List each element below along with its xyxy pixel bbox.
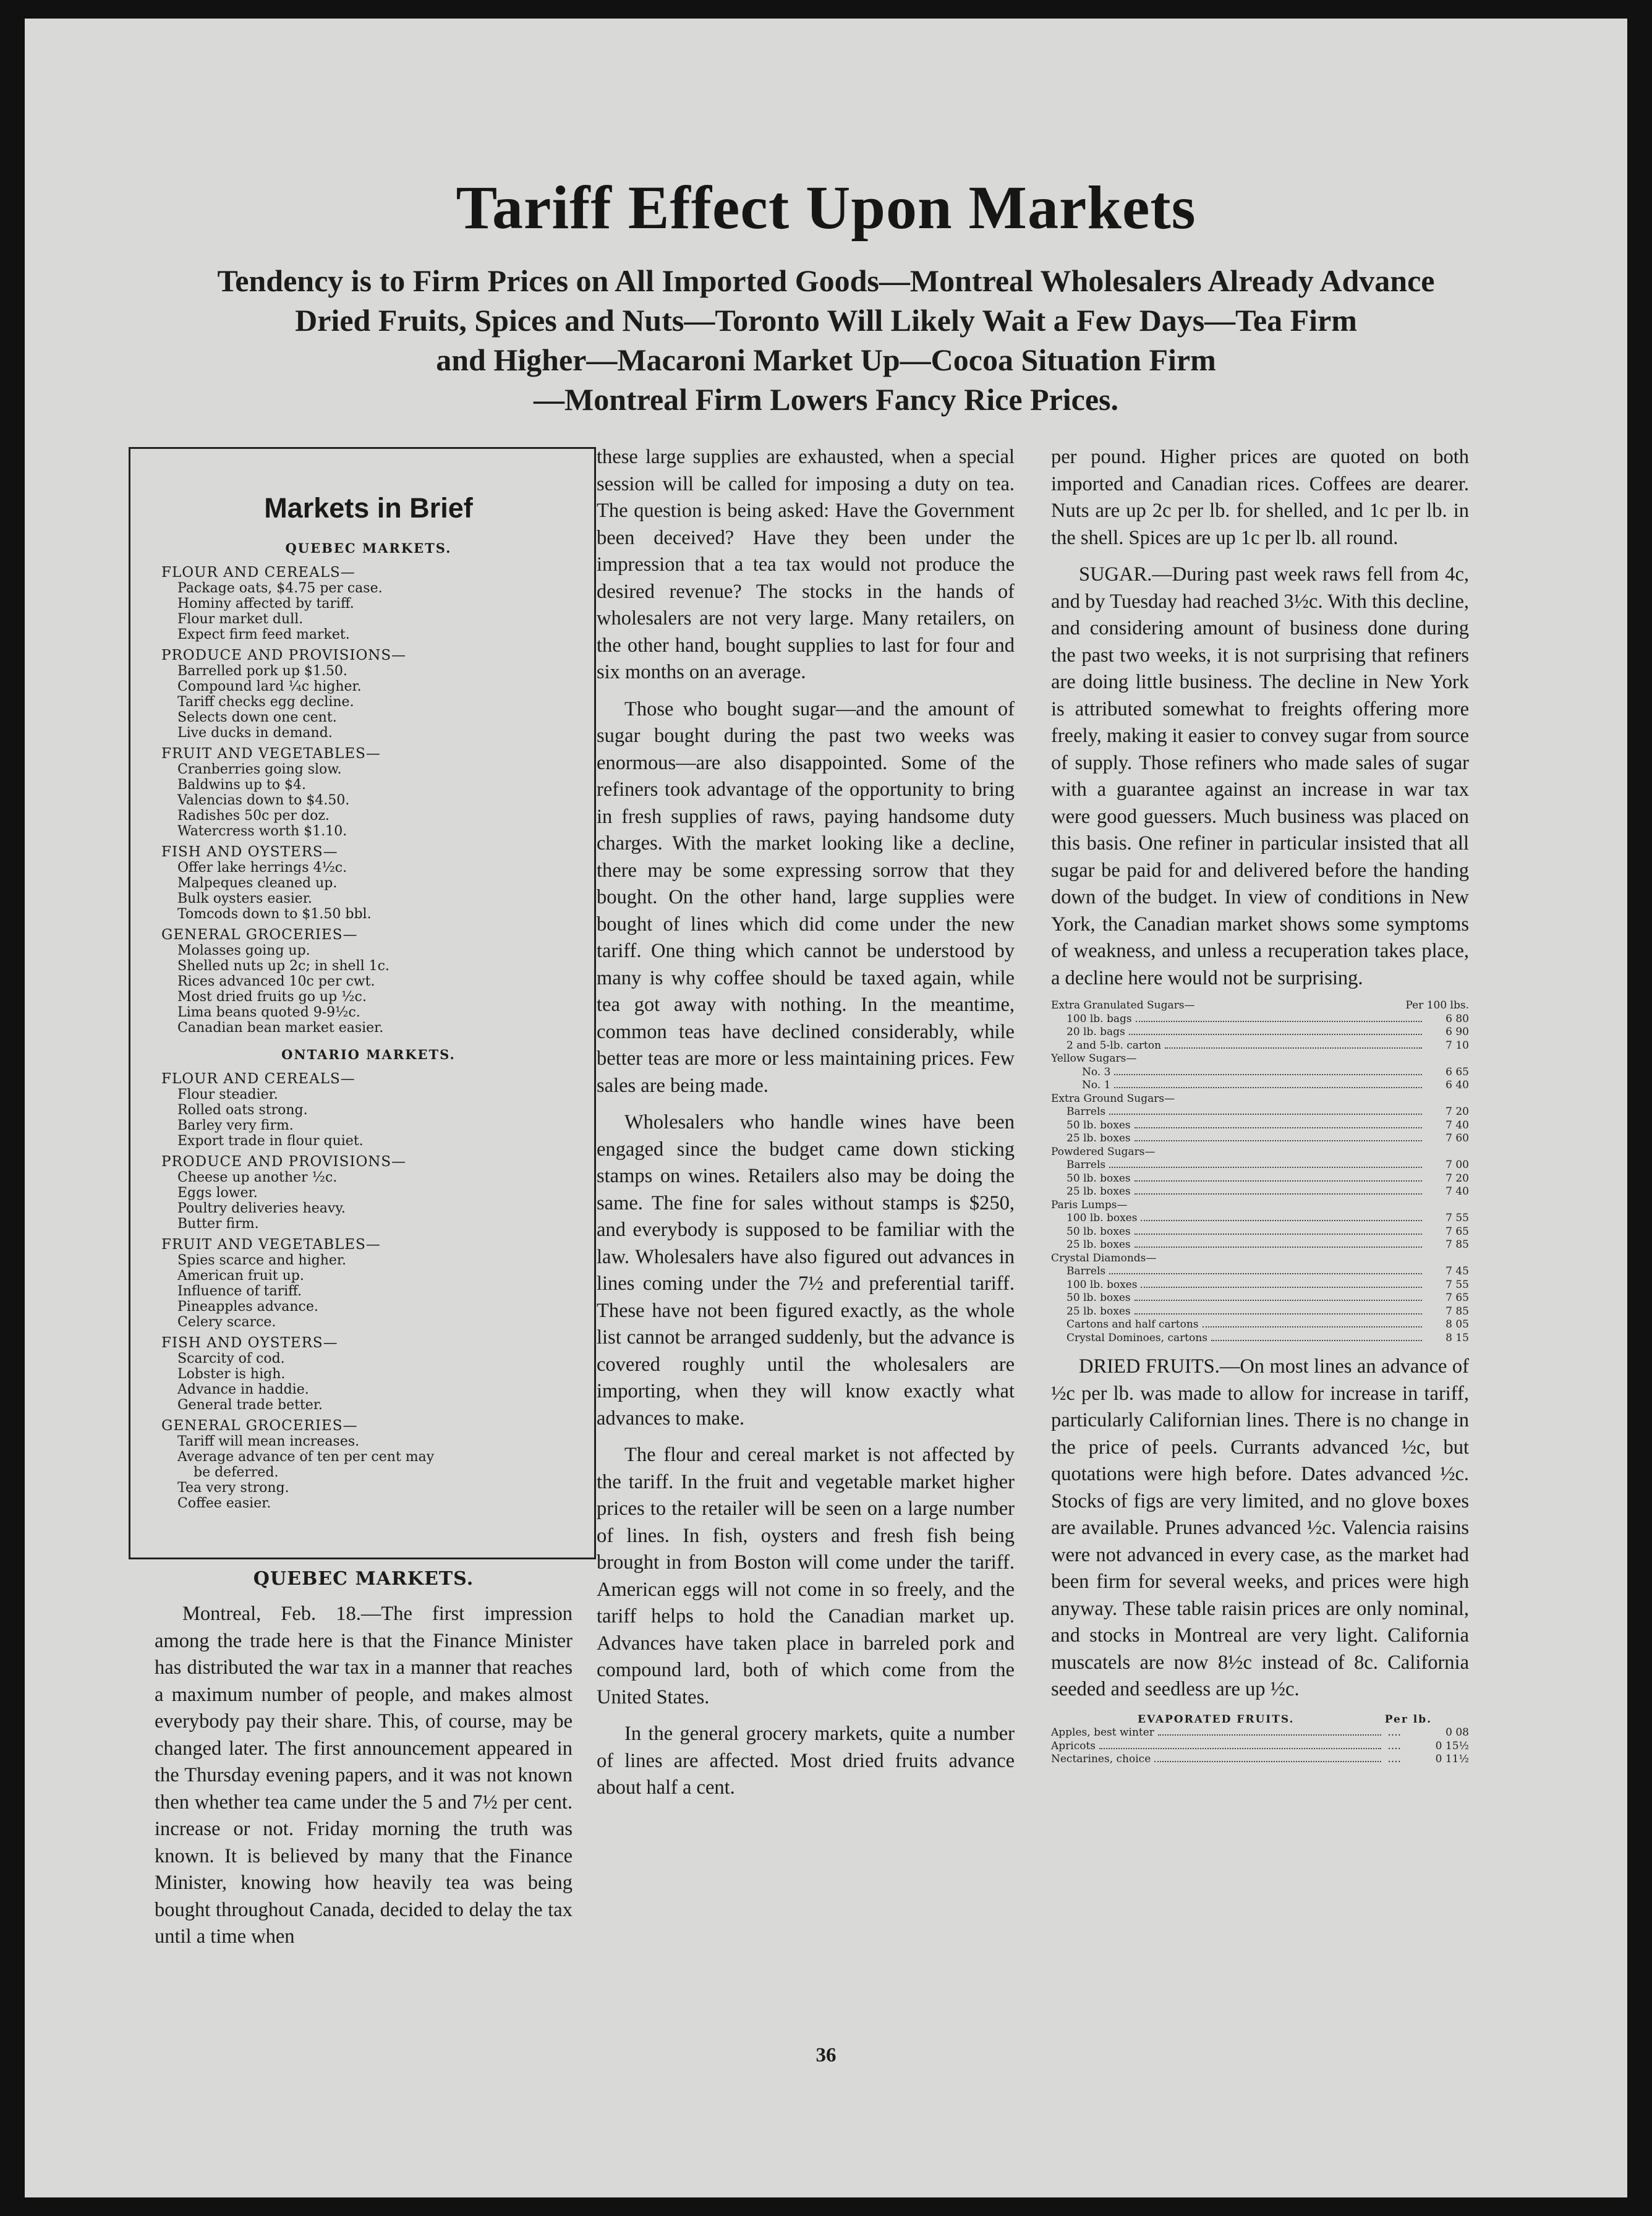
brief-item: Cranberries going slow. bbox=[177, 762, 342, 777]
article-title: Tariff Effect Upon Markets bbox=[456, 173, 1196, 242]
brief-item: Lobster is high. bbox=[177, 1366, 286, 1382]
brief-item: Coffee easier. bbox=[177, 1496, 271, 1511]
brief-item: Flour steadier. bbox=[177, 1087, 278, 1102]
table-row bbox=[1051, 1225, 1469, 1239]
evaporated-fruits-unit: Per lb. bbox=[1384, 1713, 1432, 1726]
dot-leader bbox=[1099, 1748, 1381, 1749]
row-label: No. 3 bbox=[1082, 1065, 1111, 1078]
row-label: 100 lb. bags bbox=[1067, 1012, 1132, 1025]
brief-item: Bulk oysters easier. bbox=[177, 891, 312, 906]
brief-items bbox=[161, 581, 576, 642]
dot-leader bbox=[1109, 1273, 1422, 1274]
row-label: 100 lb. boxes bbox=[1067, 1278, 1138, 1291]
brief-section-title: PRODUCE AND PROVISIONS— bbox=[161, 1154, 407, 1170]
paragraph: The flour and cereal market is not affected by the tariff. In the fruit and vegetable market higher prices to the retailer will be seen on a large number of lines. In fish, oysters and fresh fish being brought in from Boston will come under the tariff. American eggs will not come in so freely, and the tariff helps to hold the Canadian market up. Advances have taken place in barreled pork and compound lard, both of which come from the United States. bbox=[597, 1444, 1015, 1708]
row-value: 7 40 bbox=[1446, 1119, 1469, 1131]
brief-item: Compound lard ¼c higher. bbox=[177, 679, 362, 694]
table-row bbox=[1051, 1252, 1469, 1266]
brief-section bbox=[161, 565, 576, 642]
brief-item: Tariff will mean increases. bbox=[177, 1434, 360, 1449]
row-value: 0 08 bbox=[1446, 1726, 1469, 1739]
brief-item: Spies scarce and higher. bbox=[177, 1253, 347, 1268]
brief-item: Hominy affected by tariff. bbox=[177, 596, 354, 612]
column-2 bbox=[597, 444, 1015, 1802]
column-1-text bbox=[155, 1601, 573, 1951]
row-label: 25 lb. boxes bbox=[1067, 1132, 1131, 1144]
paragraph: per pound. Higher prices are quoted on both imported and Canadian rices. Coffees are dearer. Nuts are up 2c per lb. for shelled, and 1c per lb. in the shell. Spices are up 1c per lb. all round. bbox=[1051, 446, 1469, 549]
dried-fruits-paragraph: DRIED FRUITS.—On most lines an advance of ½c per lb. was made to allow for increase in tariff, particularly Californian lines. There is no change in the price of peels. Currants advanced ½c, but quotations were high before. Dates advanced ½c. Stocks of figs are very limited, and no glove boxes are available. Prunes advanced ½c. Valencia raisins were not advanced in every case, as the market had been firm for several weeks, and prices were high anyway. These table raisin prices are only nominal, and stocks in Montreal are very light. California muscatels are now 8½c instead of 8c. California seeded and seedless are up ½c. bbox=[1051, 1355, 1469, 1700]
sugar-table-title: Extra Granulated Sugars— bbox=[1051, 999, 1195, 1012]
brief-section bbox=[161, 746, 576, 839]
table-row bbox=[1051, 1146, 1469, 1159]
sugar-paragraph: SUGAR.—During past week raws fell from 4c, and by Tuesday had reached 3½c. With this decline, and considering amount of business done during the past two weeks, it is not surprising that refiners are doing little business. The decline in New York is attributed somewhat to freights offering more freely, making it easier to convey sugar from source of supply. Those refiners who made sales of sugar with a guarantee against an increase in war tax were good guessers. Much business was placed on this basis. One refiner in particular insisted that all sugar be paid for and delivered before the handing down of the budget. In view of conditions in New York, the Canadian market shows some symptoms of weakness, and unless a recuperation takes place, a decline here would not be surprising. bbox=[1051, 563, 1469, 989]
sugar-price-table bbox=[1051, 999, 1469, 1345]
row-value: 7 10 bbox=[1446, 1039, 1469, 1052]
brief-item: Lima beans quoted 9-9½c. bbox=[177, 1005, 360, 1020]
dot-leader bbox=[1114, 1074, 1422, 1075]
row-value: 0 15½ bbox=[1435, 1739, 1469, 1752]
row-value: 7 85 bbox=[1446, 1305, 1469, 1318]
brief-item: Barrelled pork up $1.50. bbox=[177, 663, 347, 679]
brief-section-title: PRODUCE AND PROVISIONS— bbox=[161, 647, 407, 663]
dot-leader bbox=[1109, 1114, 1422, 1115]
brief-item: Rices advanced 10c per cwt. bbox=[177, 974, 375, 989]
row-label: 50 lb. boxes bbox=[1067, 1225, 1131, 1238]
evaporated-fruits-header bbox=[1051, 1713, 1469, 1727]
brief-item: Tea very strong. bbox=[177, 1480, 289, 1496]
table-row bbox=[1051, 1106, 1469, 1119]
table-row bbox=[1051, 1292, 1469, 1305]
brief-item: Baldwins up to $4. bbox=[177, 777, 307, 793]
dot-leader bbox=[1135, 1246, 1422, 1248]
table-row bbox=[1051, 1753, 1469, 1766]
brief-section-title: FRUIT AND VEGETABLES— bbox=[161, 1237, 381, 1253]
brief-item: be deferred. bbox=[194, 1465, 279, 1480]
row-value: 7 20 bbox=[1446, 1106, 1469, 1118]
evaporated-fruits-table bbox=[1051, 1713, 1469, 1766]
table-row bbox=[1051, 1039, 1469, 1053]
brief-section bbox=[161, 1335, 576, 1413]
dot-leader bbox=[1135, 1234, 1422, 1235]
row-value: 8 15 bbox=[1446, 1331, 1469, 1344]
brief-section bbox=[161, 1418, 576, 1511]
brief-item: Live ducks in demand. bbox=[177, 725, 333, 741]
quebec-markets-heading: QUEBEC MARKETS. bbox=[253, 1568, 474, 1590]
row-label: Apples, best winter bbox=[1051, 1726, 1154, 1739]
table-row bbox=[1051, 1318, 1469, 1332]
brief-item: Poultry deliveries heavy. bbox=[177, 1201, 346, 1216]
brief-section-title: FISH AND OYSTERS— bbox=[161, 844, 338, 860]
page-number: 36 bbox=[815, 2044, 837, 2066]
brief-item: Barley very firm. bbox=[177, 1118, 294, 1133]
brief-section-title: FLOUR AND CEREALS— bbox=[161, 565, 356, 581]
brief-item: Flour market dull. bbox=[177, 612, 304, 627]
row-label: Cartons and half cartons bbox=[1067, 1318, 1199, 1331]
row-label: 100 lb. boxes bbox=[1067, 1212, 1138, 1224]
paragraph: In the general grocery markets, quite a number of lines are affected. Most dried fruits advance about half a cent. bbox=[597, 1723, 1015, 1799]
row-label: 50 lb. boxes bbox=[1067, 1172, 1131, 1185]
brief-item: Watercress worth $1.10. bbox=[177, 824, 347, 839]
subtitle-line: and Higher—Macaroni Market Up—Cocoa Situation Firm bbox=[436, 343, 1216, 377]
dot-leader bbox=[1136, 1021, 1422, 1022]
brief-section bbox=[161, 927, 576, 1036]
table-row bbox=[1051, 1332, 1469, 1345]
brief-item: Expect firm feed market. bbox=[177, 627, 350, 642]
dot-leader bbox=[1165, 1047, 1422, 1049]
dot-leader bbox=[1203, 1326, 1422, 1327]
row-label: Barrels bbox=[1067, 1106, 1106, 1118]
magazine-page bbox=[25, 19, 1627, 2197]
row-label: Crystal Dominoes, cartons bbox=[1067, 1331, 1207, 1344]
row-value: 7 65 bbox=[1446, 1292, 1469, 1304]
brief-item: Average advance of ten per cent may bbox=[177, 1449, 435, 1465]
row-dash: .... bbox=[1387, 1726, 1401, 1739]
brief-items bbox=[161, 860, 576, 922]
dot-leader bbox=[1141, 1287, 1422, 1288]
brief-section bbox=[161, 1071, 576, 1149]
table-row bbox=[1051, 1185, 1469, 1199]
table-row bbox=[1051, 1159, 1469, 1172]
evaporated-fruits-title: EVAPORATED FRUITS. bbox=[1138, 1713, 1295, 1726]
brief-items bbox=[161, 762, 576, 839]
column-3-text-bottom bbox=[1051, 1353, 1469, 1703]
dot-leader bbox=[1135, 1140, 1422, 1141]
dot-leader bbox=[1135, 1127, 1422, 1128]
table-row bbox=[1051, 1172, 1469, 1186]
brief-item: Offer lake herrings 4½c. bbox=[177, 860, 347, 876]
table-row bbox=[1051, 1052, 1469, 1066]
subtitle-line: Dried Fruits, Spices and Nuts—Toronto Will Likely Wait a Few Days—Tea Firm bbox=[295, 303, 1357, 338]
brief-title: Markets in Brief bbox=[264, 492, 473, 524]
brief-item: Tariff checks egg decline. bbox=[177, 694, 354, 710]
row-value: 6 40 bbox=[1446, 1079, 1469, 1091]
row-label: Yellow Sugars— bbox=[1051, 1052, 1137, 1065]
brief-section-title: FISH AND OYSTERS— bbox=[161, 1335, 338, 1351]
brief-item: Cheese up another ½c. bbox=[177, 1170, 338, 1185]
brief-item: Valencias down to $4.50. bbox=[177, 793, 350, 808]
brief-item: General trade better. bbox=[177, 1397, 323, 1413]
dot-leader bbox=[1135, 1180, 1422, 1182]
dot-leader bbox=[1158, 1734, 1381, 1736]
paragraph: these large supplies are exhausted, when a special session will be called for imposing a duty on tea. The question is being asked: Have the Government been deceived? Have they been under the impression that a tea tax would not produce the desired revenue? The stocks in the hands of wholesalers are not very large. Many retailers, on the other hand, bought supplies to last for four and six months on an average. bbox=[597, 446, 1015, 683]
dot-leader bbox=[1141, 1220, 1422, 1221]
brief-items bbox=[161, 1351, 576, 1413]
brief-section bbox=[161, 647, 576, 741]
brief-item: Selects down one cent. bbox=[177, 710, 337, 725]
row-label: Apricots bbox=[1051, 1739, 1096, 1752]
subtitle-line: Tendency is to Firm Prices on All Imported Goods—Montreal Wholesalers Already Advance bbox=[217, 263, 1435, 298]
brief-item: Shelled nuts up 2c; in shell 1c. bbox=[177, 958, 390, 974]
brief-section-title: FLOUR AND CEREALS— bbox=[161, 1071, 356, 1087]
brief-section-title: GENERAL GROCERIES— bbox=[161, 1418, 358, 1434]
brief-section bbox=[161, 1237, 576, 1330]
row-label: Crystal Diamonds— bbox=[1051, 1251, 1157, 1264]
row-value: 7 40 bbox=[1446, 1185, 1469, 1198]
row-label: Barrels bbox=[1067, 1159, 1106, 1171]
brief-item: Most dried fruits go up ½c. bbox=[177, 989, 367, 1005]
row-label: Paris Lumps— bbox=[1051, 1198, 1128, 1211]
table-row bbox=[1051, 1013, 1469, 1026]
row-label: 2 and 5-lb. carton bbox=[1067, 1039, 1162, 1052]
row-label: 20 lb. bags bbox=[1067, 1026, 1125, 1038]
row-value: 0 11½ bbox=[1435, 1753, 1469, 1765]
market-heading: ONTARIO MARKETS. bbox=[281, 1047, 456, 1062]
table-row bbox=[1051, 1740, 1469, 1754]
column-3 bbox=[1051, 444, 1469, 1766]
column-1 bbox=[155, 1568, 573, 1951]
brief-item: Rolled oats strong. bbox=[177, 1102, 308, 1118]
table-row bbox=[1051, 1093, 1469, 1106]
row-dash: .... bbox=[1387, 1753, 1401, 1765]
row-label: 25 lb. boxes bbox=[1067, 1238, 1131, 1251]
brief-section bbox=[161, 844, 576, 922]
brief-item: Scarcity of cod. bbox=[177, 1351, 285, 1366]
brief-items bbox=[161, 1434, 576, 1511]
sugar-table-header bbox=[1051, 999, 1469, 1013]
dot-leader bbox=[1135, 1300, 1422, 1301]
row-label: 50 lb. boxes bbox=[1067, 1119, 1131, 1131]
market-heading: QUEBEC MARKETS. bbox=[285, 540, 452, 556]
table-row bbox=[1051, 1199, 1469, 1212]
article-subtitle bbox=[87, 261, 1565, 419]
dot-leader bbox=[1154, 1761, 1381, 1762]
row-dash: .... bbox=[1387, 1739, 1401, 1752]
table-row bbox=[1051, 1726, 1469, 1740]
sugar-table-unit: Per 100 lbs. bbox=[1405, 999, 1469, 1012]
row-value: 6 90 bbox=[1446, 1026, 1469, 1038]
table-row bbox=[1051, 1279, 1469, 1292]
brief-item: American fruit up. bbox=[177, 1268, 304, 1284]
paragraph: Those who bought sugar—and the amount of sugar bought during the past two weeks was enormous—are also disappointed. Some of the refiners took advantage of the opportunity to bring in fresh supplies of raws, paying handsome duty charges. With the market looking like a decline, there may be some expressing sorrow that they bought. On the other hand, large supplies were bought of lines which did come under the new tariff. One thing which cannot be understood by many is why coffee should be taxed again, while tea got away with nothing. In the meantime, common teas have declined considerably, while better teas are more or less maintaining prices. Few sales are being made. bbox=[597, 697, 1015, 1097]
brief-item: Tomcods down to $1.50 bbl. bbox=[177, 906, 372, 922]
row-label: 25 lb. boxes bbox=[1067, 1305, 1131, 1318]
brief-items bbox=[161, 1170, 576, 1232]
sugar-table-rows bbox=[1051, 1013, 1469, 1345]
row-label: Powdered Sugars— bbox=[1051, 1145, 1156, 1158]
row-value: 7 55 bbox=[1446, 1212, 1469, 1224]
brief-item: Molasses going up. bbox=[177, 943, 310, 958]
brief-item: Malpeques cleaned up. bbox=[177, 876, 338, 891]
dot-leader bbox=[1135, 1313, 1422, 1315]
table-row bbox=[1051, 1132, 1469, 1146]
paragraph: Wholesalers who handle wines have been engaged since the budget came down sticking stamps on wines. Retailers also may be doing the same. The fine for sales without stamps is $250, and everybody is supposed to be familiar with the law. Wholesalers have also figured out advances in lines coming under the 7½ and preferential tariff. These have not been figured exactly, as the whole list cannot be arranged suddenly, but the advance is covered roughly until the wholesalers are importing, when they will know exactly what advances to make. bbox=[597, 1111, 1015, 1430]
row-value: 7 45 bbox=[1446, 1265, 1469, 1277]
table-row bbox=[1051, 1026, 1469, 1039]
row-label: 50 lb. boxes bbox=[1067, 1292, 1131, 1304]
table-row bbox=[1051, 1238, 1469, 1252]
brief-item: Eggs lower. bbox=[177, 1185, 258, 1201]
row-value: 7 60 bbox=[1446, 1132, 1469, 1144]
row-value: 7 00 bbox=[1446, 1159, 1469, 1171]
brief-section bbox=[161, 1154, 576, 1232]
brief-items bbox=[161, 1087, 576, 1149]
row-label: No. 1 bbox=[1082, 1079, 1111, 1091]
dot-leader bbox=[1129, 1034, 1422, 1035]
row-value: 6 80 bbox=[1446, 1012, 1469, 1025]
row-label: Nectarines, choice bbox=[1051, 1753, 1151, 1765]
markets-in-brief-box bbox=[129, 447, 596, 1559]
dot-leader bbox=[1211, 1340, 1422, 1341]
row-label: Extra Ground Sugars— bbox=[1051, 1092, 1175, 1105]
row-value: 7 65 bbox=[1446, 1225, 1469, 1238]
brief-items bbox=[161, 943, 576, 1036]
brief-item: Influence of tariff. bbox=[177, 1284, 302, 1299]
brief-item: Celery scarce. bbox=[177, 1315, 276, 1330]
brief-item: Advance in haddie. bbox=[177, 1382, 309, 1397]
table-row bbox=[1051, 1265, 1469, 1279]
row-value: 7 85 bbox=[1446, 1238, 1469, 1251]
table-row bbox=[1051, 1212, 1469, 1225]
table-row bbox=[1051, 1119, 1469, 1133]
paragraph: Montreal, Feb. 18.—The first impression among the trade here is that the Finance Minister has distributed the war tax in a manner that reaches a maximum number of people, and makes almost everybody pay their share. This, of course, may be changed later. The first announcement appeared in the Thursday evening papers, and it was not known then whether tea came under the 5 and 7½ per cent. increase or not. Friday morning the truth was known. It is believed by many that the Finance Minister, knowing how heavily tea was being bought throughout Canada, decided to delay the tax until a time when bbox=[155, 1603, 573, 1948]
evaporated-fruits-rows bbox=[1051, 1726, 1469, 1766]
dot-leader bbox=[1109, 1167, 1422, 1168]
brief-body bbox=[161, 540, 576, 1511]
brief-item: Pineapples advance. bbox=[177, 1299, 318, 1315]
brief-item: Canadian bean market easier. bbox=[177, 1020, 384, 1036]
row-label: Barrels bbox=[1067, 1265, 1106, 1277]
row-value: 7 20 bbox=[1446, 1172, 1469, 1185]
row-value: 8 05 bbox=[1446, 1318, 1469, 1331]
brief-item: Export trade in flour quiet. bbox=[177, 1133, 364, 1149]
row-value: 7 55 bbox=[1446, 1278, 1469, 1291]
brief-items bbox=[161, 663, 576, 741]
table-row bbox=[1051, 1305, 1469, 1319]
brief-items bbox=[161, 1253, 576, 1330]
brief-section-title: GENERAL GROCERIES— bbox=[161, 927, 358, 943]
table-row bbox=[1051, 1066, 1469, 1080]
row-value: 6 65 bbox=[1446, 1065, 1469, 1078]
brief-item: Radishes 50c per doz. bbox=[177, 808, 330, 824]
row-label: 25 lb. boxes bbox=[1067, 1185, 1131, 1198]
dot-leader bbox=[1135, 1193, 1422, 1195]
subtitle-line: —Montreal Firm Lowers Fancy Rice Prices. bbox=[534, 382, 1118, 417]
brief-section-title: FRUIT AND VEGETABLES— bbox=[161, 746, 381, 762]
table-row bbox=[1051, 1079, 1469, 1093]
brief-item: Butter firm. bbox=[177, 1216, 259, 1232]
column-3-text-top bbox=[1051, 444, 1469, 992]
dot-leader bbox=[1114, 1087, 1422, 1088]
brief-item: Package oats, $4.75 per case. bbox=[177, 581, 383, 596]
